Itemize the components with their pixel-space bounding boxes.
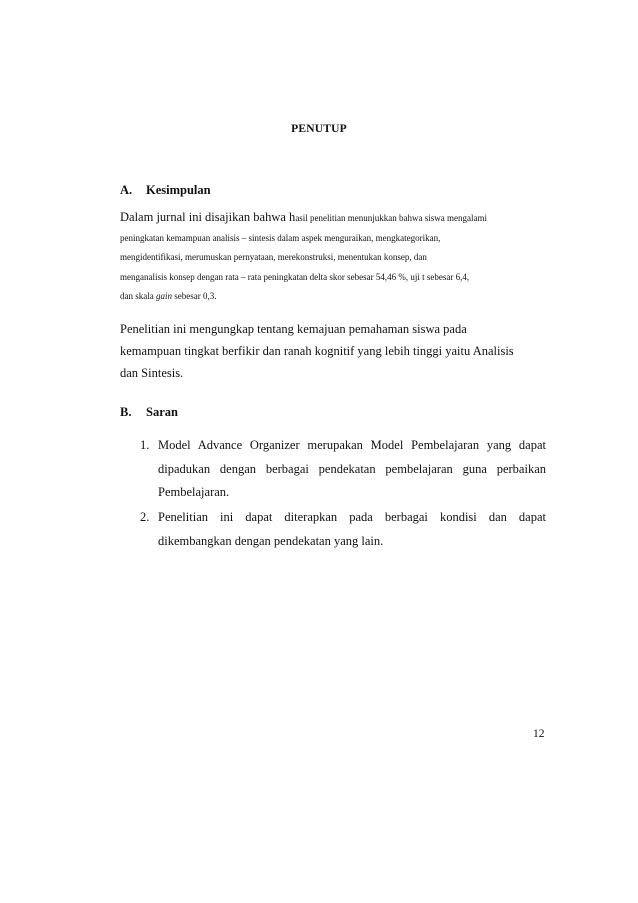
paragraph-line: peningkatan kemampuan analisis – sintesis dalam aspek menguraikan, mengkategorikan,	[120, 232, 441, 243]
list-item-line: Model Advance Organizer merupakan Model Pembelajaran yang dapat	[158, 438, 546, 452]
section-a-heading	[120, 183, 211, 198]
list-item-body	[158, 506, 546, 553]
section-a-number: A.	[120, 183, 133, 197]
list-item-line: dikembangkan dengan pendekatan yang lain.	[158, 533, 384, 548]
list-item-line: Penelitian ini dapat diterapkan pada berbagai kondisi dan dapat	[158, 510, 546, 524]
list-item-body	[158, 434, 546, 505]
page-number: 12	[533, 728, 545, 740]
section-a-title: Kesimpulan	[146, 183, 211, 197]
list-item-line: dipadukan dengan berbagai pendekatan pembelajaran guna perbaikan	[158, 461, 546, 476]
paragraph-line: Penelitian ini mengungkap tentang kemajuan pemahaman siswa pada	[120, 322, 467, 336]
list-item-number: 2.	[140, 510, 150, 524]
paragraph-line	[120, 287, 540, 307]
section-b-number: B.	[120, 405, 132, 419]
paragraph-lead: Dalam jurnal ini disajikan bahwa h	[120, 210, 296, 224]
paragraph-line	[120, 208, 540, 229]
italic-term: gain	[156, 291, 173, 301]
paragraph-text: sebesar 0,3.	[172, 291, 217, 301]
list-item-number: 1.	[140, 438, 150, 452]
paragraph-line: menganalisis konsep dengan rata – rata peningkatan delta skor sebesar 54,46 %, uji t sebesar 6,4,	[120, 271, 470, 282]
section-b-heading	[120, 405, 178, 420]
section-b-title: Saran	[146, 405, 178, 419]
conclusion-paragraph-2	[120, 318, 550, 384]
paragraph-line: dan Sintesis.	[120, 366, 184, 380]
paragraph-line-rest: asil penelitian menunjukkan bahwa siswa mengalami	[295, 213, 488, 223]
conclusion-paragraph-1	[120, 208, 540, 307]
list-item-line: Pembelajaran.	[158, 485, 230, 499]
paragraph-line: mengidentifikasi, merumuskan pernyataan, merekonstruksi, menentukan konsep, dan	[120, 252, 427, 262]
page-title: PENUTUP	[291, 123, 347, 135]
paragraph-line: kemampuan tingkat berfikir dan ranah kognitif yang lebih tinggi yaitu Analisis	[120, 344, 514, 358]
paragraph-text: dan skala	[120, 291, 156, 301]
